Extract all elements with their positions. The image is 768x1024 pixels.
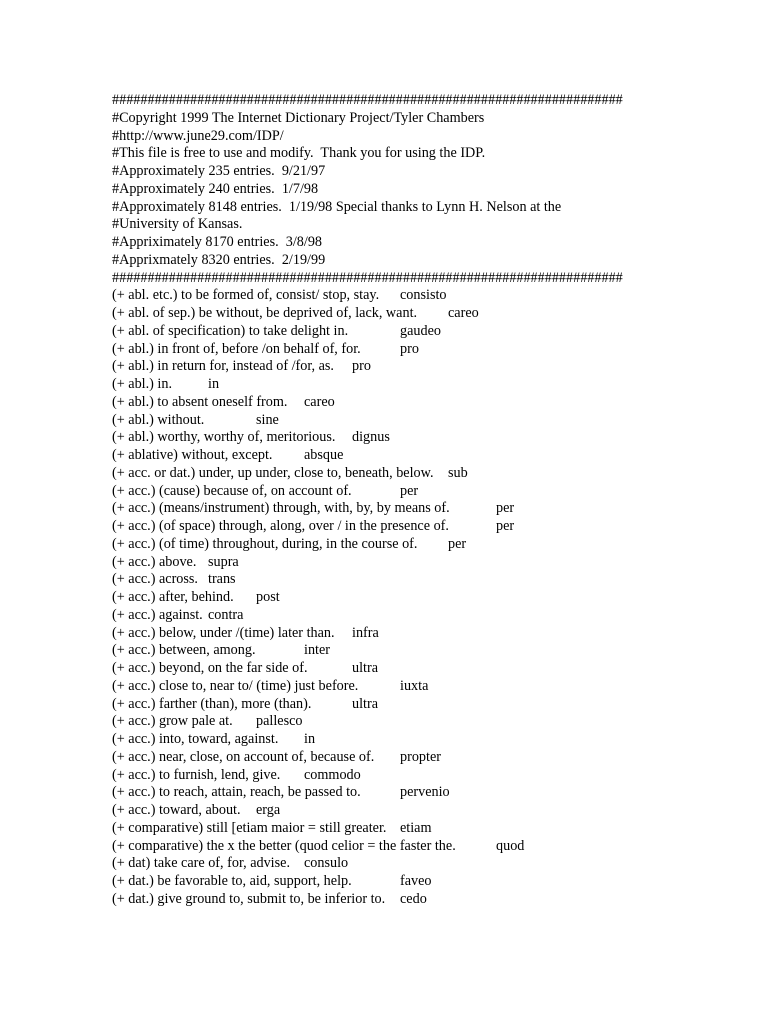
latin-word: sine	[256, 411, 279, 428]
latin-word: commodo	[304, 766, 361, 783]
english-definition: (+ acc. or dat.) under, up under, close to, beneath, below.	[112, 464, 434, 481]
latin-word: post	[256, 589, 280, 605]
latin-word: pro	[400, 340, 419, 357]
dictionary-entry	[112, 713, 712, 731]
english-definition: (+ acc.) across.	[112, 571, 198, 588]
dictionary-entry	[112, 412, 712, 430]
english-definition: (+ abl. etc.) to be formed of, consist/ stop, stay.	[112, 287, 380, 304]
dictionary-entry	[112, 376, 712, 394]
english-definition: (+ acc.) toward, about.	[112, 802, 241, 818]
english-definition: (+ abl. of specification) to take delight in.	[112, 322, 349, 339]
latin-word: gaudeo	[400, 322, 441, 339]
dictionary-entry	[112, 891, 712, 909]
latin-word: in	[304, 731, 316, 747]
english-definition: (+ acc.) (cause) because of, on account of.	[112, 482, 352, 499]
english-definition: (+ acc.) grow pale at.	[112, 713, 233, 730]
english-definition: (+ acc.) farther (than), more (than).	[112, 695, 312, 712]
latin-word: pallesco	[256, 713, 303, 730]
english-definition: (+ acc.) close to, near to/ (time) just before.	[112, 677, 359, 694]
dictionary-entry	[112, 660, 712, 678]
english-definition: (+ acc.) (of time) throughout, during, in the course of.	[112, 535, 418, 552]
english-definition: (+ abl.) in return for, instead of /for, as.	[112, 358, 334, 375]
latin-word: quod	[496, 837, 525, 854]
dictionary-entry	[112, 838, 712, 856]
latin-word: careo	[448, 305, 479, 321]
dictionary-entry	[112, 500, 712, 518]
english-definition: (+ abl. of sep.) be without, be deprived of, lack, want.	[112, 305, 418, 321]
english-definition: (+ ablative) without, except.	[112, 447, 273, 463]
latin-word: propter	[400, 748, 441, 765]
latin-word: pro	[352, 358, 371, 375]
dictionary-entry	[112, 305, 712, 323]
english-definition: (+ acc.) above.	[112, 553, 197, 570]
latin-word: consulo	[304, 855, 349, 872]
copyright-line: #Copyright 1999 The Internet Dictionary Project/Tyler Chambers	[112, 109, 485, 126]
english-definition: (+ acc.) against.	[112, 606, 203, 623]
dictionary-entry	[112, 341, 712, 359]
dictionary-entry	[112, 394, 712, 412]
english-definition: (+ dat.) be favorable to, aid, support, help.	[112, 873, 352, 889]
dictionary-entry	[112, 820, 712, 838]
dictionary-entry	[112, 483, 712, 501]
dictionary-entry	[112, 784, 712, 802]
english-definition: (+ acc.) (means/instrument) through, with, by, by means of.	[112, 500, 450, 517]
entry-count-line: #Approximately 235 entries. 9/21/97	[112, 163, 326, 179]
dictionary-entry	[112, 696, 712, 714]
latin-word: iuxta	[400, 677, 429, 694]
english-definition: (+ acc.) into, toward, against.	[112, 731, 279, 747]
english-definition: (+ comparative) still [etiam maior = still greater.	[112, 819, 387, 836]
english-definition: (+ dat.) give ground to, submit to, be inferior to.	[112, 890, 386, 907]
entry-list	[112, 287, 712, 908]
file-header	[112, 92, 712, 287]
english-definition: (+ abl.) to absent oneself from.	[112, 393, 288, 410]
dictionary-entry	[112, 607, 712, 625]
latin-word: in	[208, 376, 220, 392]
header-separator: ########################################################################	[112, 269, 623, 286]
dictionary-entry	[112, 749, 712, 767]
latin-word: pervenio	[400, 784, 450, 801]
latin-word: trans	[208, 571, 236, 588]
dictionary-entry	[112, 678, 712, 696]
dictionary-entry	[112, 536, 712, 554]
dictionary-page	[112, 92, 712, 909]
english-definition: (+ acc.) between, among.	[112, 642, 256, 659]
dictionary-entry	[112, 447, 712, 465]
latin-word: per	[496, 500, 515, 517]
dictionary-entry	[112, 855, 712, 873]
dictionary-entry	[112, 589, 712, 607]
latin-word: ultra	[352, 660, 378, 676]
dictionary-entry	[112, 518, 712, 536]
latin-word: infra	[352, 624, 379, 641]
dictionary-entry	[112, 571, 712, 589]
latin-word: inter	[304, 642, 330, 659]
english-definition: (+ acc.) after, behind.	[112, 589, 234, 605]
dictionary-entry	[112, 554, 712, 572]
dictionary-entry	[112, 429, 712, 447]
dictionary-entry	[112, 767, 712, 785]
english-definition: (+ dat) take care of, for, advise.	[112, 855, 290, 872]
dictionary-entry	[112, 873, 712, 891]
dictionary-entry	[112, 465, 712, 483]
url-line: #http://www.june29.com/IDP/	[112, 127, 284, 144]
latin-word: dignus	[352, 429, 390, 446]
entry-count-line: #Apprixmately 8320 entries. 2/19/99	[112, 251, 326, 268]
english-definition: (+ abl.) in.	[112, 376, 173, 392]
latin-word: supra	[208, 553, 239, 570]
license-line: #This file is free to use and modify. Thank you for using the IDP.	[112, 145, 486, 162]
english-definition: (+ abl.) without.	[112, 411, 205, 428]
english-definition: (+ acc.) near, close, on account of, because of.	[112, 748, 375, 765]
latin-word: erga	[256, 802, 281, 818]
entry-count-line: #Approximately 240 entries. 1/7/98	[112, 180, 319, 197]
latin-word: consisto	[400, 287, 447, 304]
dictionary-entry	[112, 625, 712, 643]
dictionary-entry	[112, 802, 712, 820]
english-definition: (+ acc.) to reach, attain, reach, be passed to.	[112, 784, 361, 801]
english-definition: (+ abl.) worthy, worthy of, meritorious.	[112, 429, 336, 446]
dictionary-entry	[112, 287, 712, 305]
latin-word: faveo	[400, 873, 432, 889]
english-definition: (+ comparative) the x the better (quod celior = the faster the.	[112, 837, 456, 854]
dictionary-entry	[112, 731, 712, 749]
dictionary-entry	[112, 642, 712, 660]
latin-word: per	[448, 535, 467, 552]
latin-word: ultra	[352, 695, 378, 712]
latin-word: per	[496, 518, 515, 534]
latin-word: cedo	[400, 890, 427, 907]
latin-word: absque	[304, 447, 344, 463]
dictionary-entry	[112, 323, 712, 341]
latin-word: contra	[208, 606, 244, 623]
english-definition: (+ acc.) to furnish, lend, give.	[112, 766, 281, 783]
latin-word: sub	[448, 464, 468, 481]
header-separator: ########################################################################	[112, 92, 623, 108]
latin-word: per	[400, 482, 419, 499]
english-definition: (+ acc.) (of space) through, along, over / in the presence of.	[112, 518, 449, 534]
latin-word: etiam	[400, 819, 432, 836]
entry-count-line: #Appriximately 8170 entries. 3/8/98	[112, 234, 323, 250]
entry-count-line: #Approximately 8148 entries. 1/19/98 Special thanks to Lynn H. Nelson at the	[112, 198, 562, 215]
english-definition: (+ acc.) beyond, on the far side of.	[112, 660, 308, 676]
entry-count-line: #University of Kansas.	[112, 216, 243, 233]
english-definition: (+ abl.) in front of, before /on behalf of, for.	[112, 340, 361, 357]
dictionary-entry	[112, 358, 712, 376]
english-definition: (+ acc.) below, under /(time) later than.	[112, 624, 335, 641]
latin-word: careo	[304, 393, 335, 410]
